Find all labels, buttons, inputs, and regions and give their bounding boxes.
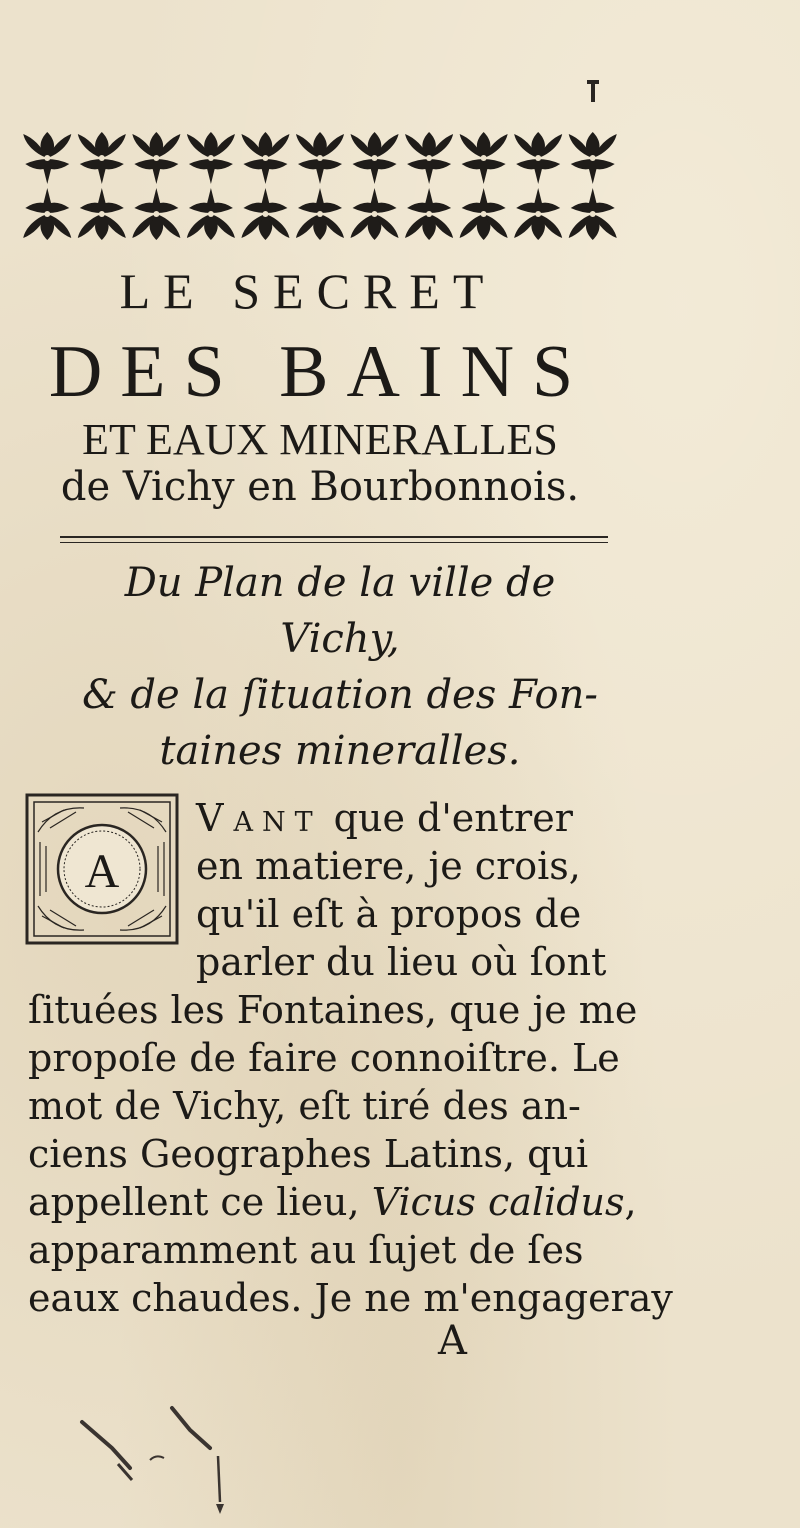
body-line-11: eaux chaudes. Je ne m'engageray <box>28 1276 673 1320</box>
body-line-4: parler du lieu où ſont <box>196 940 607 984</box>
body-line-2: en matiere, je crois, <box>196 844 581 888</box>
fleuron-icon <box>241 188 289 240</box>
fleuron-icon <box>569 132 617 184</box>
body-line-1: VANT que d'entrer <box>196 796 573 840</box>
fleuron-icon <box>569 188 617 240</box>
initial-letter: A <box>84 845 120 898</box>
fleuron-ornament-band <box>20 118 620 250</box>
fleuron-icon <box>405 132 453 184</box>
fleuron-icon <box>351 188 399 240</box>
title-line-4: de Vichy en Bourbonnois. <box>60 464 580 510</box>
signature-mark: A <box>438 1318 467 1364</box>
fleuron-icon <box>23 188 71 240</box>
fleuron-icon <box>23 132 71 184</box>
fleuron-icon <box>132 188 180 240</box>
fleuron-icon <box>296 188 344 240</box>
fleuron-icon <box>405 188 453 240</box>
body-line-3: qu'il eſt à propos de <box>196 892 582 936</box>
title-line-2: DES BAINS <box>48 331 592 413</box>
body-line-10: apparamment au ſujet de ſes <box>28 1228 584 1272</box>
body-line-9: appellent ce lieu, Vicus calidus, <box>28 1180 637 1224</box>
decorated-initial <box>24 792 180 946</box>
body-line-5: ſituées les Fontaines, que je me <box>28 988 638 1032</box>
fleuron-icon <box>296 132 344 184</box>
fleuron-icon <box>187 132 235 184</box>
title-line-3: ET EAUX MINERALLES <box>82 415 558 464</box>
chapter-subtitle <box>60 555 620 779</box>
small-caps-opening: VANT <box>196 796 322 840</box>
fleuron-icon <box>241 132 289 184</box>
title-line-1: LE SECRET <box>119 263 497 319</box>
body-line-8: ciens Geographes Latins, qui <box>28 1132 589 1176</box>
subtitle-line-3: taines mineralles. <box>159 728 521 774</box>
body-line-6: propoſe de faire connoiſtre. Le <box>28 1036 620 1080</box>
ink-scribble <box>60 1392 260 1522</box>
fleuron-icon <box>132 132 180 184</box>
title-rule <box>60 536 608 543</box>
fleuron-icon <box>514 188 562 240</box>
latin-phrase: Vicus calidus <box>371 1180 625 1224</box>
subtitle-line-1: Du Plan de la ville de Vichy, <box>124 560 556 662</box>
fleuron-icon <box>351 132 399 184</box>
fleuron-icon <box>78 188 126 240</box>
printer-mark-icon <box>586 78 600 104</box>
fleuron-icon <box>460 188 508 240</box>
fleuron-icon <box>460 132 508 184</box>
fleuron-icon <box>78 132 126 184</box>
fleuron-icon <box>514 132 562 184</box>
fleuron-icon <box>187 188 235 240</box>
subtitle-line-2: & de la ſituation des Fon- <box>82 672 598 718</box>
body-line-7: mot de Vichy, eſt tiré des an- <box>28 1084 581 1128</box>
